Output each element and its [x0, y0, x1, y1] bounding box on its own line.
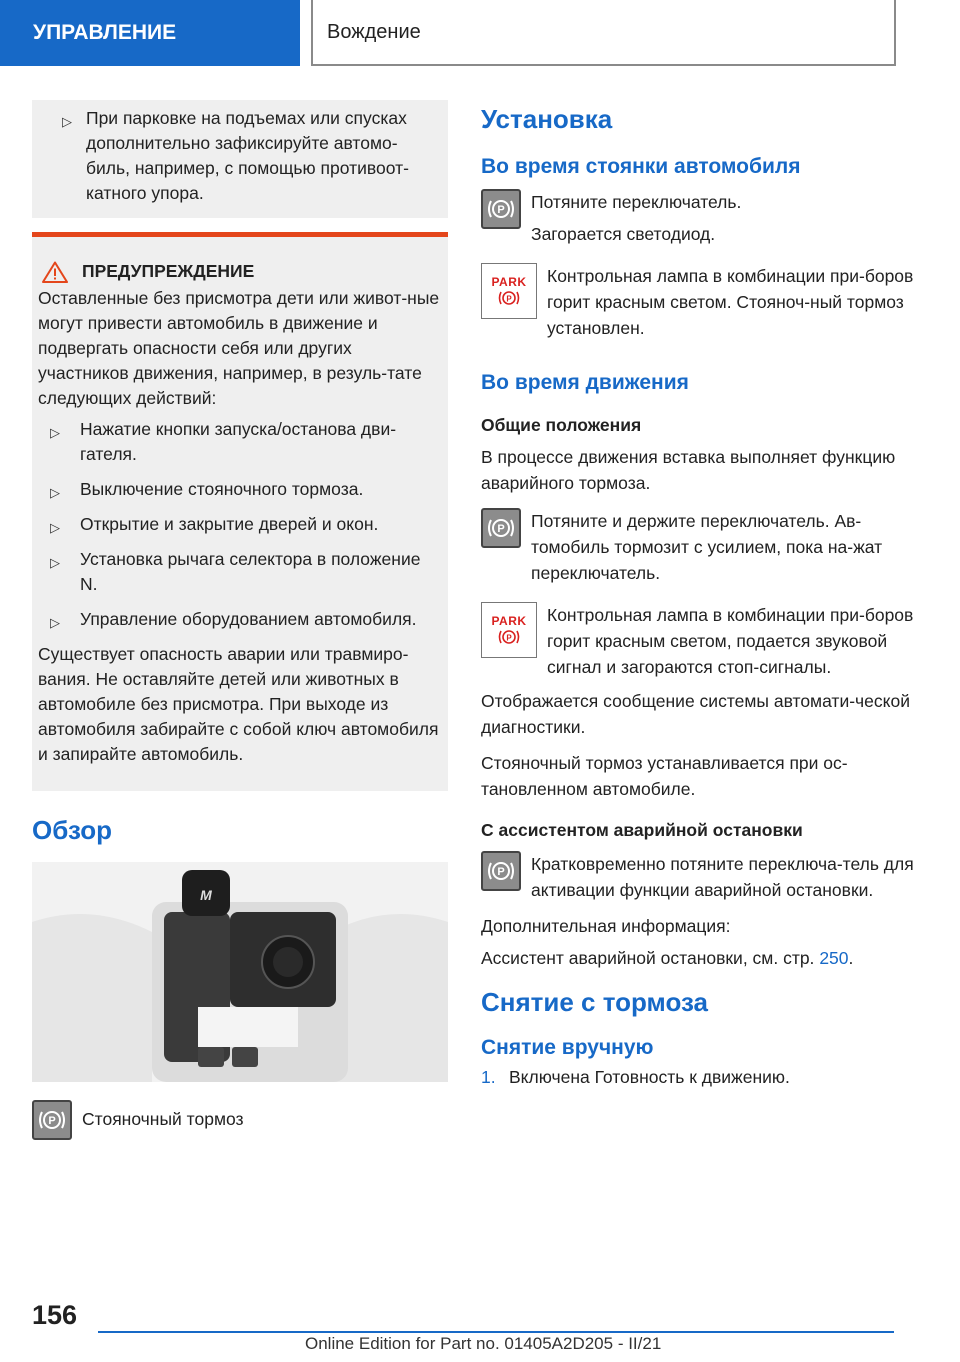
driving-lamp-row	[481, 602, 928, 680]
triangle-bullet-icon: ▷	[50, 555, 60, 570]
overview-heading: Обзор	[32, 815, 112, 845]
svg-text:P: P	[497, 866, 505, 878]
warning-box	[32, 232, 448, 791]
assist-text: Кратковременно потяните переключа-тель для активации функции аварийной остановки.	[531, 854, 914, 900]
assist-ref-end: .	[848, 948, 854, 968]
driving-hold-row	[481, 508, 928, 586]
assist-row	[481, 851, 928, 903]
driving-message: Отображается сообщение системы автомати-ческой диагностики.	[481, 691, 911, 737]
gear-logo: M	[200, 887, 212, 903]
park-lamp-icon	[481, 263, 537, 319]
console-photo	[32, 862, 448, 1082]
chapter-title: Вождение	[311, 0, 896, 66]
page-ref-link[interactable]: 250	[819, 948, 849, 968]
list-item-text: Открытие и закрытие дверей и окон.	[80, 514, 379, 534]
assist-more: Дополнительная информация:	[481, 916, 731, 936]
list-item	[38, 547, 440, 597]
list-item-text: Нажатие кнопки запуска/останова дви-гателя.	[80, 419, 397, 464]
svg-text:P: P	[506, 633, 512, 642]
assist-heading: С ассистентом аварийной остановки	[481, 820, 803, 840]
section-tab[interactable]: УПРАВЛЕНИЕ	[0, 0, 300, 66]
assist-reference	[481, 945, 928, 971]
general-text: В процессе движения вставка выполняет функцию аварийного тормоза.	[481, 447, 896, 493]
caption-row	[32, 1100, 448, 1142]
list-item	[38, 417, 440, 467]
list-item-text: Выключение стояночного тормоза.	[80, 479, 364, 499]
right-column	[481, 100, 928, 1090]
photo-caption: Стояночный тормоз	[82, 1109, 244, 1129]
warning-intro: Оставленные без присмотра дети или живот-ные могут привести автомобиль в движение и подвергать опасности себя или других участников движения, например, в резуль-тате следующих действий:	[38, 288, 440, 408]
parking-brake-icon	[32, 1100, 72, 1140]
svg-text:P: P	[497, 523, 505, 535]
svg-text:P: P	[506, 294, 512, 303]
warning-triangle-icon	[42, 261, 68, 283]
parked-step1: Потяните переключатель.	[531, 192, 742, 212]
parked-heading: Во время стоянки автомобиля	[481, 155, 801, 178]
assist-ref-text: Ассистент аварийной остановки, см. стр.	[481, 948, 815, 968]
step-text: Включена Готовность к движению.	[509, 1067, 790, 1087]
driving-stopped: Стояночный тормоз устанавливается при ос-тановленном автомобиле.	[481, 753, 848, 799]
page-header	[0, 0, 960, 66]
triangle-bullet-icon: ▷	[50, 425, 60, 440]
driving-heading: Во время движения	[481, 371, 689, 394]
release-heading: Снятие с тормоза	[481, 987, 709, 1017]
warning-title: ПРЕДУПРЕЖДЕНИЕ	[82, 261, 255, 281]
list-item	[44, 106, 436, 206]
manual-release-heading: Снятие вручную	[481, 1036, 654, 1059]
parked-lamp-row	[481, 263, 928, 341]
list-item	[38, 607, 440, 632]
triangle-bullet-icon: ▷	[50, 520, 60, 535]
svg-text:P: P	[48, 1115, 56, 1127]
list-item-text: Управление оборудованием автомобиля.	[80, 609, 417, 629]
driving-hold-text: Потяните и держите переключатель. Ав-томобиль тормозит с усилием, пока на-жат переключатель.	[531, 511, 883, 583]
footer-edition: Online Edition for Part no. 01405A2D205 - II/21	[305, 1334, 662, 1353]
step-number: 1.	[481, 1067, 496, 1087]
parking-brake-icon	[481, 851, 521, 891]
triangle-bullet-icon: ▷	[50, 485, 60, 500]
left-column	[32, 100, 448, 1142]
warning-header	[38, 259, 440, 284]
center-console-illustration	[32, 862, 448, 1082]
footer-divider	[98, 1331, 894, 1333]
list-item-text: Установка рычага селектора в положение N.	[80, 549, 421, 594]
release-step	[481, 1064, 928, 1090]
triangle-bullet-icon: ▷	[62, 114, 72, 129]
driving-lamp-text: Контрольная лампа в комбинации при-боров горит красным светом, подается звуковой сигнал и загораются стоп-сигналы.	[547, 605, 914, 677]
triangle-bullet-icon: ▷	[50, 615, 60, 630]
list-item	[38, 512, 440, 537]
note-box	[32, 100, 448, 218]
install-heading: Установка	[481, 104, 613, 134]
warning-outro: Существует опасность аварии или травмиро-вания. Не оставляйте детей или животных в автомобиле без присмотра. При выходе из автомобиля забирайте с собой ключ автомобиля и запирайте автомобиль.	[38, 644, 439, 764]
parked-lamp-text: Контрольная лампа в комбинации при-боров горит красным светом. Стояноч-ный тормоз установлен.	[547, 266, 914, 338]
svg-text:P: P	[497, 204, 505, 216]
parking-brake-icon	[481, 508, 521, 548]
general-heading: Общие положения	[481, 415, 642, 435]
park-label: PARK	[491, 613, 527, 628]
park-label: PARK	[491, 274, 527, 289]
parked-step2: Загорается светодиод.	[531, 224, 716, 244]
parking-brake-icon	[481, 189, 521, 229]
page-number: 156	[32, 1300, 78, 1330]
parked-step-row	[481, 189, 928, 247]
list-item-text: При парковке на подъемах или спусках дополнительно зафиксируйте автомо-биль, например, с помощью противоот-катного упора.	[86, 108, 409, 203]
list-item	[38, 477, 440, 502]
park-lamp-icon	[481, 602, 537, 658]
